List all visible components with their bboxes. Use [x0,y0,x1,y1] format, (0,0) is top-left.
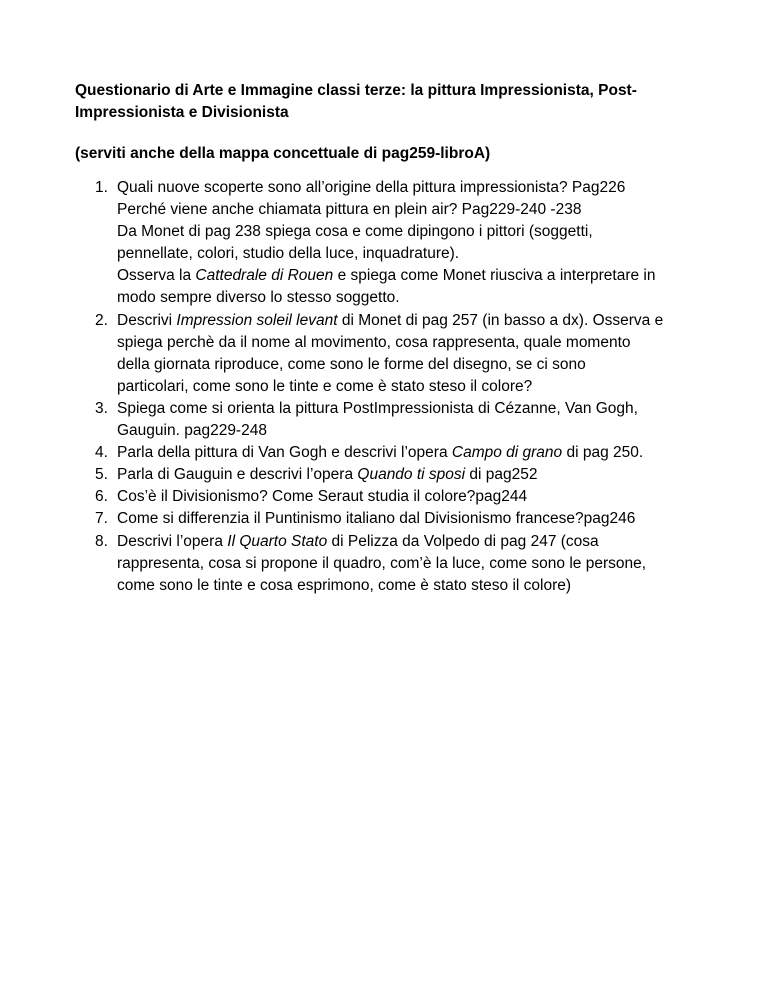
question-text-line [117,199,705,221]
question-item [75,310,705,398]
question-text-line [117,221,705,243]
question-text: spiega perchè da il nome al movimento, cosa rappresenta, quale momento [117,333,631,351]
artwork-title: Cattedrale di Rouen [195,267,334,285]
question-text-line [117,464,705,486]
question-list [75,177,705,597]
question-text: come sono le tinte e cosa esprimono, come è stato steso il colore) [117,576,572,594]
question-text: rappresenta, cosa si propone il quadro, com’è la luce, come sono le persone, [117,554,647,572]
question-text-line [117,177,705,199]
question-number: 5. [95,466,108,484]
artwork-title: Campo di grano [451,444,563,462]
question-text: Osserva la [117,267,196,285]
question-text: Da Monet di pag 238 spiega cosa e come dipingono i pittori (soggetti, [117,223,593,241]
question-number: 4. [95,444,108,462]
question-text-line [117,486,705,508]
title-line-1: Questionario di Arte e Immagine classi terze: la pittura Impressionista, Post- [75,82,637,99]
question-text-line [117,243,705,265]
question-text: di pag 250. [562,444,644,462]
question-text: di Pelizza da Volpedo di pag 247 (cosa [327,532,599,550]
question-number: 7. [95,510,108,528]
question-text: modo sempre diverso lo stesso soggetto. [117,289,400,307]
question-text-line [117,553,705,575]
question-text: di Monet di pag 257 (in basso a dx). Osserva e [337,311,664,329]
question-text-line [117,310,705,332]
question-text: Cos’è il Divisionismo? Come Seraut studia il colore?pag244 [117,488,528,506]
question-number: 3. [95,399,108,417]
question-text-line [117,376,705,398]
artwork-title: Impression soleil levant [176,311,338,329]
question-number: 1. [95,179,108,196]
document-title [75,80,715,124]
question-text-line [117,531,705,553]
question-number: 6. [95,488,108,506]
title-line-2: Impressionista e Divisionista [75,104,289,121]
question-text: di pag252 [465,466,538,484]
question-item [75,464,705,486]
question-text-line [117,398,705,420]
question-text-line [117,508,705,530]
question-text-line [117,332,705,354]
question-text: Come si differenzia il Puntinismo italiano dal Divisionismo francese?pag246 [117,510,636,528]
question-item [75,177,705,310]
question-number: 8. [95,532,108,550]
question-text: Parla della pittura di Van Gogh e descrivi l’opera [117,444,452,462]
question-text: Parla di Gauguin e descrivi l’opera [117,466,358,484]
question-text: e spiega come Monet riusciva a interpretare in [333,267,656,285]
question-item [75,531,705,597]
question-text-line [117,354,705,376]
question-text: della giornata riproduce, come sono le forme del disegno, se ci sono [117,355,586,373]
document-subtitle: (serviti anche della mappa concettuale di pag259-libroA) [75,145,491,162]
question-text: Quali nuove scoperte sono all’origine della pittura impressionista? Pag226 [117,179,626,196]
question-item [75,442,705,464]
question-text: Gauguin. pag229-248 [117,422,267,440]
question-text: Descrivi [117,311,177,329]
question-text-line [117,442,705,464]
question-item [75,398,705,442]
question-text-line [117,265,705,287]
question-text: Descrivi l’opera [117,532,228,550]
question-item [75,486,705,508]
question-text: pennellate, colori, studio della luce, inquadrature). [117,245,460,263]
question-text-line [117,420,705,442]
artwork-title: Quando ti sposi [357,466,466,484]
question-text: particolari, come sono le tinte e come è stato steso il colore? [117,377,533,395]
question-text-line [117,287,705,309]
question-text-line [117,575,705,597]
question-text: Spiega come si orienta la pittura PostImpressionista di Cézanne, Van Gogh, [117,399,638,417]
question-text: Perché viene anche chiamata pittura en plein air? Pag229-240 -238 [117,201,582,219]
question-number: 2. [95,311,108,329]
artwork-title: Il Quarto Stato [227,532,328,550]
question-item [75,508,705,530]
